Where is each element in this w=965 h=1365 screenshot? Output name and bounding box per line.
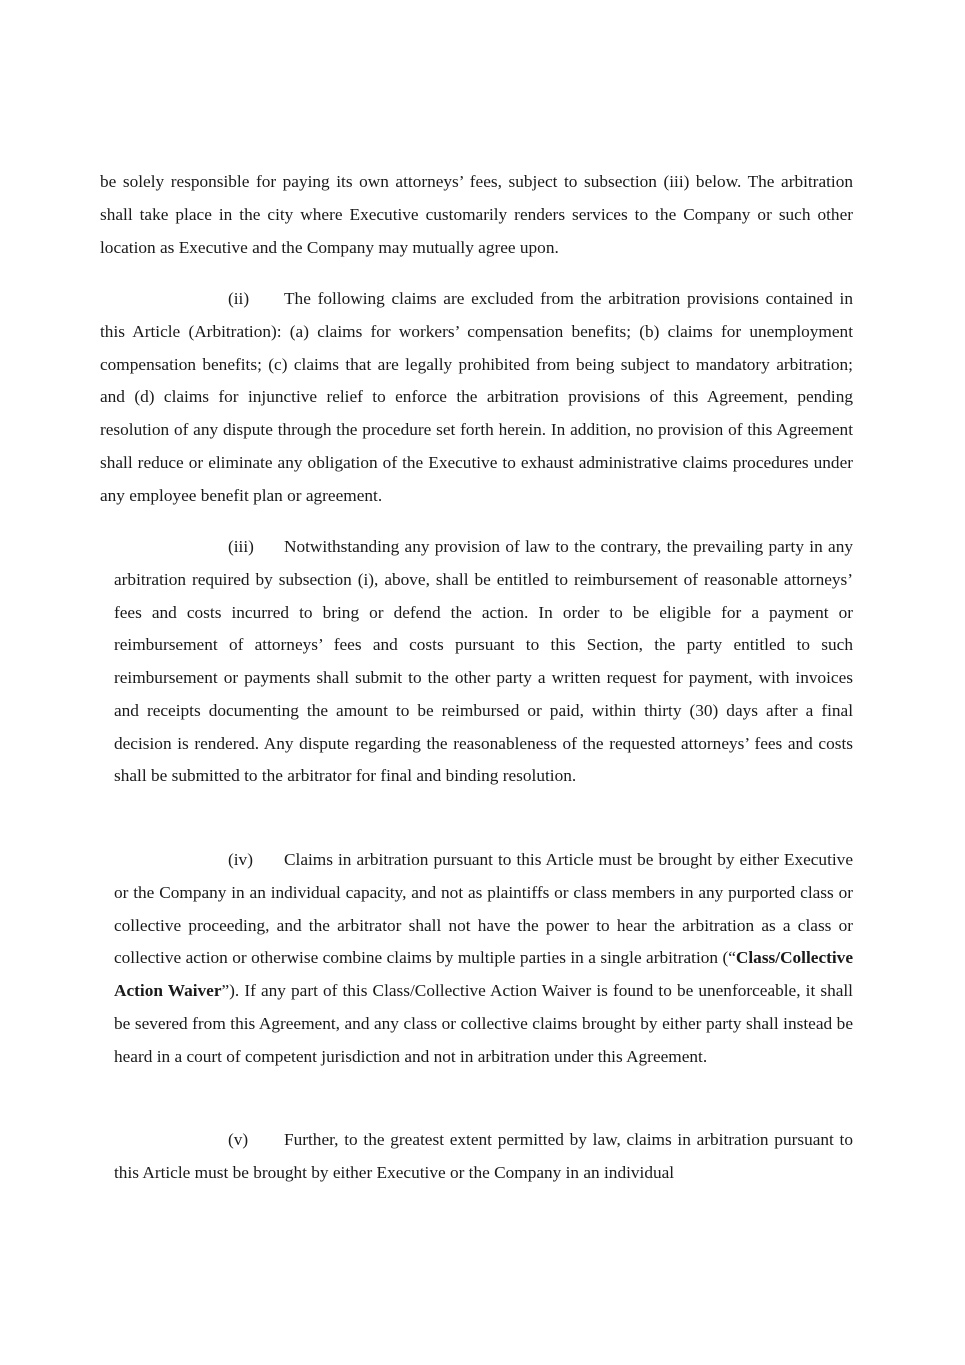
paragraph-iv-text-before: Claims in arbitration pursuant to this Article must be brought by either Executive or the Company in an individual capacity, and not as plaintiffs or class members in any purported class or collective proceeding, and the arbitrator shall not have the power to hear the arbitration as a class or collective action or otherwise combine claims by multiple parties in a single arbitration (“ — [114, 850, 853, 968]
paragraph-v — [114, 1124, 853, 1190]
paragraph-ii — [100, 283, 853, 512]
paragraph-intro-text: be solely responsible for paying its own attorneys’ fees, subject to subsection (iii) below. The arbitration shall take place in the city where Executive customarily renders services to the Company or such other location as Executive and the Company may mutually agree upon. — [100, 172, 853, 257]
paragraph-ii-text: The following claims are excluded from the arbitration provisions contained in this Article (Arbitration): (a) claims for workers’ compensation benefits; (b) claims for unemployment compensation benefits; (c) claims that are legally prohibited from being subject to mandatory arbitration; and (d) claims for injunctive relief to enforce the arbitration provisions of this Agreement, pending resolution of any dispute through the procedure set forth herein. In addition, no provision of this Agreement shall reduce or eliminate any obligation of the Executive to exhaust administrative claims procedures under any employee benefit plan or agreement. — [100, 289, 853, 505]
defined-term-class-collective-action-waiver: Class/Collective Action Waiver — [114, 948, 853, 1000]
paragraph-iv-text-after: ”). If any part of this Class/Collective Action Waiver is found to be unenforceable, it shall be severed from this Agreement, and any class or collective claims brought by either party shall instead be heard in a court of competent jurisdiction and not in arbitration under this Agreement. — [114, 981, 853, 1066]
paragraph-v-text: Further, to the greatest extent permitted by law, claims in arbitration pursuant to this Article must be brought by either Executive or the Company in an individual — [114, 1130, 853, 1182]
paragraph-iii — [114, 531, 853, 793]
paragraph-iii-text: Notwithstanding any provision of law to the contrary, the prevailing party in any arbitration required by subsection (i), above, shall be entitled to reimbursement of reasonable attorneys’ fees and costs incurred to bring or defend the action. In order to be eligible for a payment or reimbursement of attorneys’ fees and costs pursuant to this Section, the party entitled to such reimbursement or payments shall submit to the other party a written request for payment, with invoices and receipts documenting the amount to be reimbursed or paid, within thirty (30) days after a final decision is rendered. Any dispute regarding the reasonableness of the requested attorneys’ fees and costs shall be submitted to the arbitrator for final and binding resolution. — [114, 537, 853, 786]
paragraph-intro — [100, 166, 853, 264]
paragraph-iv — [114, 844, 853, 1073]
paragraph-iv-number: (iv) — [228, 850, 253, 869]
paragraph-v-number: (v) — [228, 1130, 249, 1149]
paragraph-iii-number: (iii) — [228, 537, 254, 556]
paragraph-ii-number: (ii) — [228, 289, 250, 308]
